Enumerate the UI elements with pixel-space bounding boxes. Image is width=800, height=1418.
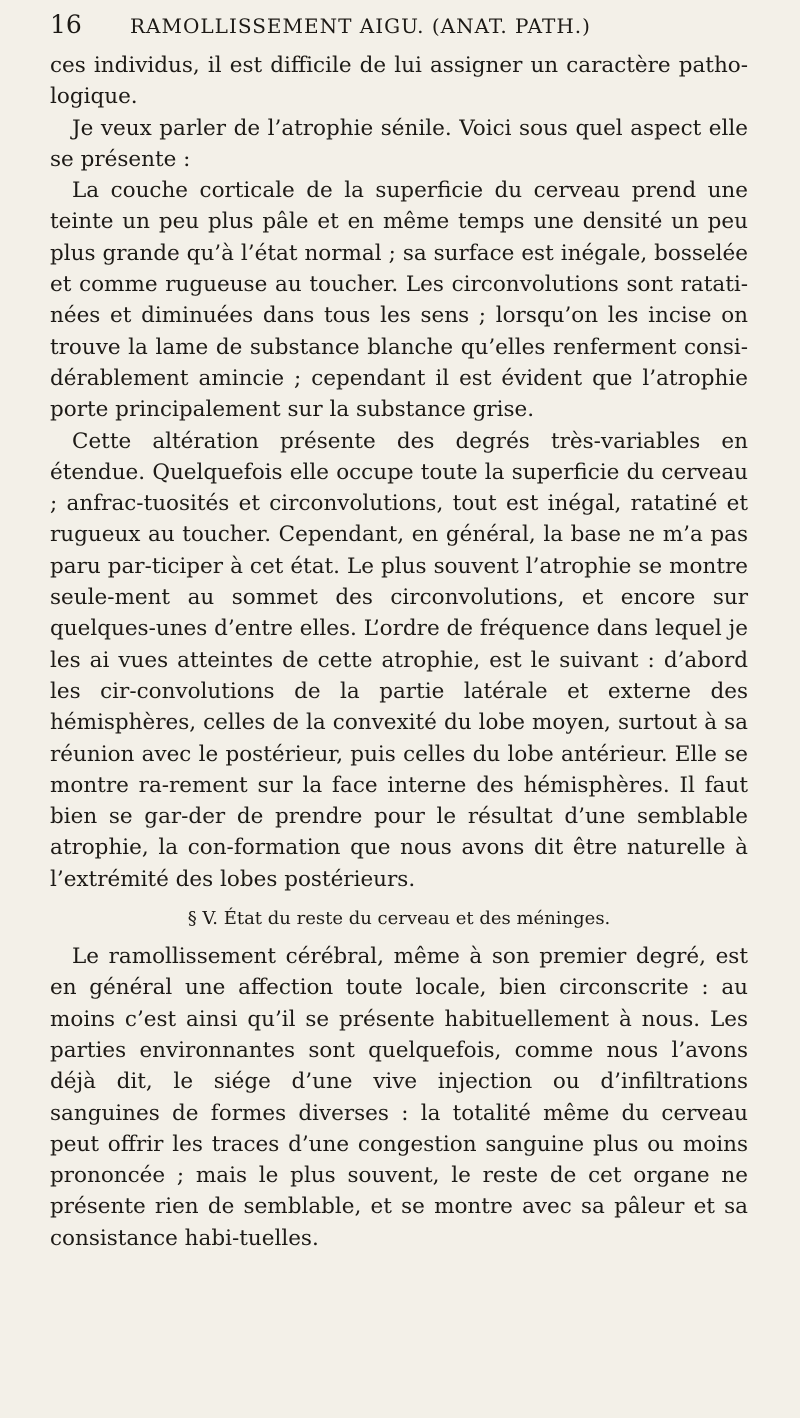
section-heading: § V. État du reste du cerveau et des méninges. xyxy=(187,908,611,930)
paragraph-continuation: ces individus, il est difficile de lui assigner un caractère patho-logique. xyxy=(50,53,748,110)
page-body xyxy=(50,50,748,1254)
running-title: RAMOLLISSEMENT AIGU. (ANAT. PATH.) xyxy=(130,14,591,38)
paragraph-atrophie-senile: Je veux parler de l’atrophie sénile. Voici sous quel aspect elle se présente : xyxy=(50,115,748,172)
paragraph-alteration: Cette altération présente des degrés très-variables en étendue. Quelquefois elle occupe toute la superficie du cerveau ; anfrac-tuosités et circonvolutions, tout est inégal, ratatiné et rugueux au toucher. Cependant, en général, la base ne m’a pas paru par-ticiper à cet état. Le plus souvent l’atrophie se montre seule-ment au sommet des circonvolutions, et encore sur quelques-unes d’entre elles. L’ordre de fréquence dans lequel je les ai vues atteintes de cette atrophie, est le suivant : d’abord les cir-convolutions de la partie latérale et externe des hémisphères, celles de la convexité du lobe moyen, surtout à sa réunion avec le postérieur, puis celles du lobe antérieur. Elle se montre ra-rement sur la face interne des hémisphères. Il faut bien se gar-der de prendre pour le résultat d’une semblable atrophie, la con-formation que nous avons dit être naturelle à l’extrémité des lobes postérieurs. xyxy=(50,428,748,892)
page-number: 16 xyxy=(50,10,82,39)
paragraph-ramollissement: Le ramollissement cérébral, même à son premier degré, est en général une affection toute locale, bien circonscrite : au moins c’est ainsi qu’il se présente habituellement à nous. Les parties environnantes sont quelquefois, comme nous l’avons déjà dit, le siége d’une vive injection ou d’infiltrations sanguines de formes diverses : la totalité même du cerveau peut offrir les traces d’une congestion sanguine plus ou moins prononcée ; mais le plus souvent, le reste de cet organe ne présente rien de semblable, et se montre avec sa pâleur et sa consistance habi-tuelles. xyxy=(50,944,748,1251)
paragraph-couche-corticale: La couche corticale de la superficie du cerveau prend une teinte un peu plus pâle et en même temps une densité un peu plus grande qu’à l’état normal ; sa surface est inégale, bosselée et comme rugueuse au toucher. Les circonvolutions sont ratati-nées et diminuées dans tous les sens ; lorsqu’on les incise on trouve la lame de substance blanche qu’elles renferment consi-dérablement amincie ; cependant il est évident que l’atrophie porte principalement sur la substance grise. xyxy=(50,178,748,423)
